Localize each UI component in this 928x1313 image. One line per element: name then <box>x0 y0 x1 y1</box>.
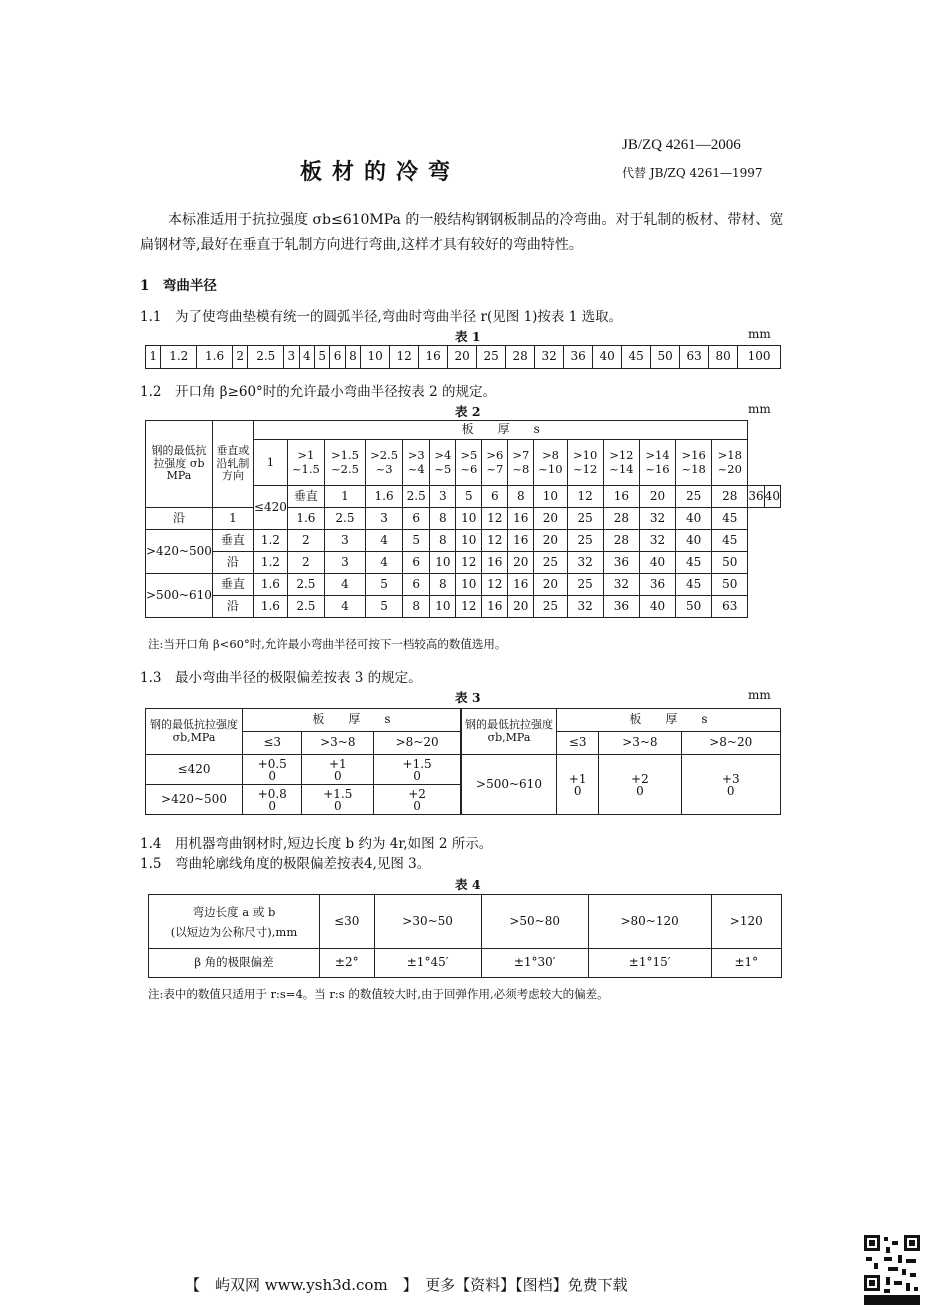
dev-cell: ±1° <box>711 949 781 978</box>
table-row <box>146 574 781 596</box>
col-header: ≤3 <box>243 732 302 755</box>
direction-cell: 沿 <box>212 596 253 618</box>
radius-cell: 63 <box>680 346 709 369</box>
radius-cell: 45 <box>712 530 748 552</box>
radius-cell: 28 <box>603 530 639 552</box>
radius-cell: 40 <box>593 346 622 369</box>
radius-cell: 45 <box>676 552 712 574</box>
radius-cell: 8 <box>430 508 456 530</box>
col-header: >80~120 <box>588 895 711 949</box>
tol-cell: +2 0 <box>374 785 461 815</box>
tol-cell: +1.5 0 <box>302 785 374 815</box>
replaces-standard: 代替 JB/ZQ 4261—1997 <box>622 166 763 180</box>
radius-cell: 16 <box>482 596 508 618</box>
strength-cell: >420~500 <box>146 785 243 815</box>
dev-cell: ±1°45′ <box>374 949 481 978</box>
radius-cell: 6 <box>403 574 430 596</box>
radius-cell: 1.2 <box>253 552 287 574</box>
radius-cell: 1.6 <box>197 346 233 369</box>
intro-paragraph: 本标准适用于抗拉强度 σb≤610MPa 的一般结构钢钢板制品的冷弯曲。对于轧制的板材、带材、宽扁钢材等,最好在垂直于轧制方向进行弯曲,这样才具有较好的弯曲特性。 <box>140 212 784 253</box>
col-header: >3 ~4 <box>403 440 430 486</box>
radius-cell: 5 <box>314 346 329 369</box>
radius-cell: 28 <box>712 486 748 508</box>
header-strength: 钢的最低抗拉强度 σb,MPa <box>146 709 243 755</box>
table-3-caption: 表 3 <box>455 690 481 705</box>
radius-cell: 2.5 <box>324 508 365 530</box>
col-header: >6 ~7 <box>482 440 508 486</box>
header-direction: 垂直或沿轧制方向 <box>212 421 253 508</box>
radius-cell: 40 <box>676 508 712 530</box>
col-header: 1 <box>253 440 287 486</box>
radius-cell: 8 <box>430 574 456 596</box>
table-2 <box>145 420 781 618</box>
tol-cell: +0.5 0 <box>243 755 302 785</box>
tol-cell: +1 0 <box>302 755 374 785</box>
radius-cell: 12 <box>390 346 419 369</box>
radius-cell: 25 <box>567 530 603 552</box>
table-1 <box>145 345 781 369</box>
radius-cell: 4 <box>324 574 365 596</box>
radius-cell: 6 <box>403 552 430 574</box>
radius-cell: 25 <box>534 596 567 618</box>
radius-cell: 100 <box>738 346 781 369</box>
radius-cell: 1.2 <box>253 530 287 552</box>
table-4-caption: 表 4 <box>455 877 481 892</box>
radius-cell: 50 <box>712 574 748 596</box>
radius-cell: 6 <box>330 346 345 369</box>
qr-code-icon <box>862 1233 922 1307</box>
radius-cell: 8 <box>508 486 534 508</box>
radius-cell: 1 <box>212 508 253 530</box>
col-header: >8~20 <box>374 732 461 755</box>
radius-cell: 3 <box>284 346 299 369</box>
radius-cell: 8 <box>403 596 430 618</box>
table-row <box>146 755 461 785</box>
table-2-unit: mm <box>748 402 771 416</box>
radius-cell: 25 <box>676 486 712 508</box>
radius-cell: 20 <box>534 530 567 552</box>
col-header: >4 ~5 <box>430 440 456 486</box>
table-1-caption: 表 1 <box>455 329 481 344</box>
col-header: >7 ~8 <box>508 440 534 486</box>
footer-banner[interactable]: 【 屿双网 www.ysh3d.com 】 更多【资料】【图档】免费下载 <box>185 1276 628 1294</box>
radius-cell: 10 <box>361 346 390 369</box>
strength-cell: ≤420 <box>146 755 243 785</box>
radius-cell: 20 <box>508 552 534 574</box>
tol-cell: +2 0 <box>599 755 681 815</box>
col-header: >2.5 ~3 <box>366 440 403 486</box>
radius-cell: 80 <box>709 346 738 369</box>
radius-cell: 4 <box>366 530 403 552</box>
radius-cell: 1.6 <box>287 508 324 530</box>
radius-cell: 1 <box>146 346 161 369</box>
dev-cell: ±1°15′ <box>588 949 711 978</box>
strength-cell: >500~610 <box>462 755 557 815</box>
col-header: >14 ~16 <box>639 440 675 486</box>
radius-cell: 36 <box>603 552 639 574</box>
strength-cell: >420~500 <box>146 530 213 574</box>
radius-cell: 10 <box>534 486 567 508</box>
radius-cell: 16 <box>508 508 534 530</box>
radius-cell: 3 <box>366 508 403 530</box>
radius-cell: 25 <box>567 508 603 530</box>
dev-cell: ±1°30′ <box>481 949 588 978</box>
header-strength: 钢的最低抗拉强度 σb MPa <box>146 421 213 508</box>
radius-cell: 32 <box>603 574 639 596</box>
radius-cell: 10 <box>456 574 482 596</box>
radius-cell: 5 <box>366 596 403 618</box>
radius-cell: 12 <box>456 552 482 574</box>
table-row <box>146 508 781 530</box>
col-header: >50~80 <box>481 895 588 949</box>
col-header: >12 ~14 <box>603 440 639 486</box>
radius-cell: 5 <box>366 574 403 596</box>
col-header: >8 ~10 <box>534 440 567 486</box>
table-row <box>146 596 781 618</box>
table-3-unit: mm <box>748 688 771 702</box>
radius-cell: 36 <box>564 346 593 369</box>
col-header: >16 ~18 <box>676 440 712 486</box>
radius-cell: 20 <box>448 346 477 369</box>
radius-cell: 1.2 <box>161 346 197 369</box>
table-1-unit: mm <box>748 327 771 341</box>
radius-cell: 32 <box>567 552 603 574</box>
radius-cell: 5 <box>456 486 482 508</box>
radius-cell: 2 <box>232 346 247 369</box>
radius-cell: 50 <box>712 552 748 574</box>
radius-cell: 40 <box>639 596 675 618</box>
table-3-right <box>461 708 781 815</box>
radius-cell: 50 <box>651 346 680 369</box>
radius-cell: 40 <box>639 552 675 574</box>
radius-cell: 28 <box>603 508 639 530</box>
header-strength: 钢的最低抗拉强度 σb,MPa <box>462 709 557 755</box>
standard-code: JB/ZQ 4261—2006 <box>622 137 741 153</box>
col-header: >18 ~20 <box>712 440 748 486</box>
radius-cell: 2 <box>287 552 324 574</box>
table-row <box>149 895 782 949</box>
table-header-row <box>146 709 461 732</box>
col-header: >1.5 ~2.5 <box>324 440 365 486</box>
radius-cell: 3 <box>430 486 456 508</box>
radius-cell: 20 <box>534 508 567 530</box>
radius-cell: 8 <box>345 346 360 369</box>
tol-cell: +1.5 0 <box>374 755 461 785</box>
radius-cell: 6 <box>482 486 508 508</box>
table-4-note: 注:表中的数值只适用于 r:s=4。当 r:s 的数值较大时,由于回弹作用,必须考虑较大的偏差。 <box>148 987 609 1001</box>
radius-cell: 36 <box>603 596 639 618</box>
radius-cell: 10 <box>430 596 456 618</box>
radius-cell: 2.5 <box>248 346 284 369</box>
radius-cell: 40 <box>764 486 780 508</box>
radius-cell: 3 <box>324 552 365 574</box>
clause-1-2: 1.2 开口角 β≥60°时的允许最小弯曲半径按表 2 的规定。 <box>140 384 496 400</box>
radius-cell: 8 <box>430 530 456 552</box>
clause-1-5: 1.5 弯曲轮廓线角度的极限偏差按表4,见图 3。 <box>140 856 431 872</box>
tol-cell: +0.8 0 <box>243 785 302 815</box>
radius-cell: 5 <box>403 530 430 552</box>
table-2-caption: 表 2 <box>455 404 481 419</box>
clause-1-1: 1.1 为了使弯曲垫模有统一的圆弧半径,弯曲时弯曲半径 r(见图 1)按表 1 选取。 <box>140 309 623 325</box>
col-header: >3~8 <box>302 732 374 755</box>
clause-1-4: 1.4 用机器弯曲钢材时,短边长度 b 约为 4r,如图 2 所示。 <box>140 836 493 852</box>
radius-cell: 10 <box>456 508 482 530</box>
col-header: >8~20 <box>681 732 781 755</box>
radius-cell: 2.5 <box>403 486 430 508</box>
radius-cell: 2.5 <box>287 574 324 596</box>
radius-cell: 45 <box>622 346 651 369</box>
radius-cell: 12 <box>482 574 508 596</box>
radius-cell: 1.6 <box>366 486 403 508</box>
table-3-left <box>145 708 461 815</box>
radius-cell: 16 <box>419 346 448 369</box>
col-header: >3~8 <box>599 732 681 755</box>
radius-cell: 10 <box>430 552 456 574</box>
header-thickness: 板 厚 s <box>253 421 747 440</box>
table-4 <box>148 894 782 978</box>
radius-cell: 10 <box>456 530 482 552</box>
clause-1-3: 1.3 最小弯曲半径的极限偏差按表 3 的规定。 <box>140 670 422 686</box>
radius-cell: 40 <box>676 530 712 552</box>
radius-cell: 36 <box>748 486 764 508</box>
radius-cell: 16 <box>508 530 534 552</box>
direction-cell: 垂直 <box>212 574 253 596</box>
radius-cell: 12 <box>567 486 603 508</box>
header-thickness: 板 厚 s <box>243 709 461 732</box>
section-1-heading: 1 弯曲半径 <box>140 278 217 294</box>
radius-cell: 25 <box>534 552 567 574</box>
radius-cell: 20 <box>534 574 567 596</box>
radius-cell: 3 <box>324 530 365 552</box>
col-header: ≤3 <box>557 732 599 755</box>
radius-cell: 45 <box>712 508 748 530</box>
direction-cell: 垂直 <box>287 486 324 508</box>
tol-cell: +1 0 <box>557 755 599 815</box>
radius-cell: 2 <box>287 530 324 552</box>
header-thickness: 板 厚 s <box>557 709 781 732</box>
radius-cell: 32 <box>639 508 675 530</box>
table-row <box>146 785 461 815</box>
radius-cell: 45 <box>676 574 712 596</box>
radius-cell: 12 <box>456 596 482 618</box>
strength-cell: >500~610 <box>146 574 213 618</box>
strength-cell: ≤420 <box>253 486 287 530</box>
table-row <box>149 949 782 978</box>
radius-cell: 32 <box>639 530 675 552</box>
table-row <box>146 552 781 574</box>
col-header: >1 ~1.5 <box>287 440 324 486</box>
table-header-row <box>146 421 781 440</box>
col-header: >10 ~12 <box>567 440 603 486</box>
direction-cell: 沿 <box>146 508 213 530</box>
radius-cell: 12 <box>482 530 508 552</box>
radius-cell: 25 <box>477 346 506 369</box>
radius-cell: 20 <box>508 596 534 618</box>
table-row <box>146 346 781 369</box>
direction-cell: 垂直 <box>212 530 253 552</box>
col-header: >120 <box>711 895 781 949</box>
table-row <box>462 755 781 815</box>
col-header: ≤30 <box>320 895 375 949</box>
radius-cell: 2.5 <box>287 596 324 618</box>
radius-cell: 4 <box>366 552 403 574</box>
radius-cell: 4 <box>324 596 365 618</box>
header-deviation: β 角的极限偏差 <box>149 949 320 978</box>
table-header-row <box>462 709 781 732</box>
dev-cell: ±2° <box>320 949 375 978</box>
col-header: >5 ~6 <box>456 440 482 486</box>
radius-cell: 16 <box>508 574 534 596</box>
header-length: 弯边长度 a 或 b (以短边为公称尺寸),mm <box>149 895 320 949</box>
radius-cell: 32 <box>567 596 603 618</box>
tol-cell: +3 0 <box>681 755 781 815</box>
radius-cell: 32 <box>535 346 564 369</box>
radius-cell: 36 <box>639 574 675 596</box>
radius-cell: 28 <box>506 346 535 369</box>
radius-cell: 1 <box>324 486 365 508</box>
direction-cell: 沿 <box>212 552 253 574</box>
radius-cell: 1.6 <box>253 596 287 618</box>
radius-cell: 1.6 <box>253 574 287 596</box>
radius-cell: 25 <box>567 574 603 596</box>
radius-cell: 20 <box>639 486 675 508</box>
radius-cell: 4 <box>299 346 314 369</box>
col-header: >30~50 <box>374 895 481 949</box>
radius-cell: 6 <box>403 508 430 530</box>
radius-cell: 16 <box>603 486 639 508</box>
radius-cell: 50 <box>676 596 712 618</box>
radius-cell: 63 <box>712 596 748 618</box>
radius-cell: 12 <box>482 508 508 530</box>
table-2-note: 注:当开口角 β<60°时,允许最小弯曲半径可按下一档较高的数值选用。 <box>148 637 507 651</box>
table-row <box>146 530 781 552</box>
radius-cell: 16 <box>482 552 508 574</box>
page-title: 板材的冷弯 <box>300 159 461 185</box>
